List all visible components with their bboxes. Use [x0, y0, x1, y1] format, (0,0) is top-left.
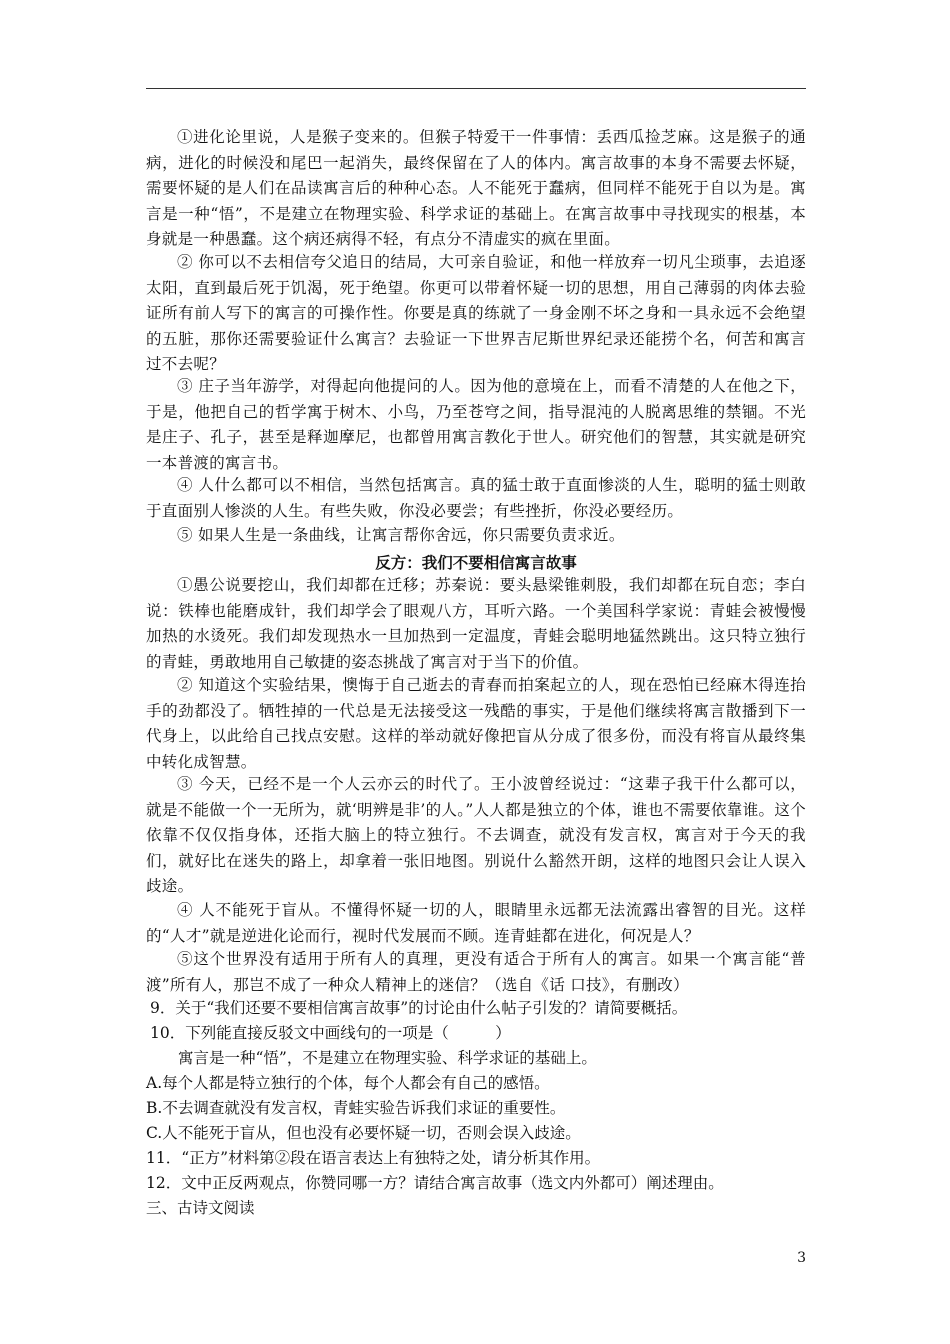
option-a: A.每个人都是特立独行的个体，每个人都会有自己的感悟。: [146, 1074, 550, 1092]
header-rule: [146, 88, 806, 89]
fan-paragraph-5: ⑤这个世界没有适用于所有人的真理，更没有适合于所有人的寓言。如果一个寓言能“普渡”所有人，那岂不成了一种众人精神上的迷信？（选自《话 口技》，有删改）: [146, 950, 806, 994]
question-12: 12．文中正反两观点，你赞同哪一方？请结合寓言故事（选文内外都可）阐述理由。: [146, 1174, 724, 1192]
question-10: 10．下列能直接反驳文中画线句的一项是（ ）: [150, 1024, 511, 1042]
section-3-heading: 三、古诗文阅读: [146, 1199, 255, 1217]
fan-paragraph-1: ①愚公说要挖山，我们却都在迁移；苏秦说：要头悬梁锥刺股，我们却都在玩自恋；李白说：铁棒也能磨成针，我们却学会了眼观八方，耳听六路。一个美国科学家说：青蛙会被慢慢加热的水烫死。我们却发现热水一旦加热到一定温度，青蛙会聪明地猛然跳出。这只特立独行的青蛙，勇敢地用自己敏捷的姿态挑战了寓言对于当下的价值。: [146, 576, 806, 671]
zheng-paragraph-4: ④ 人什么都可以不相信，当然包括寓言。真的猛士敢于直面惨淡的人生，聪明的猛士则敢于直面别人惨淡的人生。有些失败，你没必要尝；有些挫折，你没必要经历。: [146, 476, 806, 520]
zheng-paragraph-5: ⑤ 如果人生是一条曲线，让寓言帮你舍远，你只需要负责求近。: [177, 526, 625, 544]
zheng-paragraph-1: ①进化论里说，人是猴子变来的。但猴子特爱干一件事情：丢西瓜捡芝麻。这是猴子的通病，进化的时候没和尾巴一起消失，最终保留在了人的体内。寓言故事的本身不需要去怀疑，需要怀疑的是人们在品读寓言后的种种心态。人不能死于蠢病，但同样不能死于自以为是。寓言是一种“悟”，不是建立在物理实验、科学求证的基础上。在寓言故事中寻找现实的根基，本身就是一种愚蠢。这个病还病得不轻，有点分不清虚实的疯在里面。: [146, 128, 806, 248]
zheng-paragraph-2: ② 你可以不去相信夸父追日的结局，大可亲自验证，和他一样放弃一切凡尘琐事，去追逐太阳，直到最后死于饥渴，死于绝望。你更可以带着怀疑一切的思想，用自己薄弱的肉体去验证所有前人写下的寓言的可操作性。你要是真的练就了一身金刚不坏之身和一具永远不会绝望的五脏，那你还需要验证什么寓言？去验证一下世界吉尼斯世界纪录还能捞个名，何苦和寓言过不去呢？: [146, 253, 806, 373]
question-9: 9．关于“我们还要不要相信寓言故事”的讨论由什么帖子引发的？请简要概括。: [150, 999, 688, 1017]
zheng-paragraph-3: ③ 庄子当年游学，对得起向他提问的人。因为他的意境在上，而看不清楚的人在他之下，于是，他把自己的哲学寓于树木、小鸟，乃至苍穹之间，指导混沌的人脱离思维的禁锢。不光是庄子、孔子，甚至是释迦摩尼，也都曾用寓言教化于世人。研究他们的智慧，其实就是研究一本普渡的寓言书。: [146, 377, 806, 472]
option-b: B.不去调查就没有发言权，青蛙实验告诉我们求证的重要性。: [146, 1099, 566, 1117]
option-c: C.人不能死于盲从，但也没有必要怀疑一切，否则会误入歧途。: [146, 1124, 581, 1142]
question-10-quote: 寓言是一种“悟”，不是建立在物理实验、科学求证的基础上。: [178, 1049, 597, 1067]
fan-paragraph-3: ③ 今天，已经不是一个人云亦云的时代了。王小波曾经说过：“这辈子我干什么都可以，就是不能做一个一无所为，就‘明辨是非’的人。”人人都是独立的个体，谁也不需要依靠谁。这个依靠不仅仅指身体，还指大脑上的特立独行。不去调查，就没有发言权，寓言对于今天的我们，就好比在迷失的路上，却拿着一张旧地图。别说什么豁然开朗，这样的地图只会让人误入歧途。: [146, 775, 806, 895]
fan-paragraph-2: ② 知道这个实验结果，懊悔于自己逝去的青春而拍案起立的人，现在恐怕已经麻木得连抬手的劲都没了。牺牲掉的一代总是无法接受这一残酷的事实，于是他们继续将寓言散播到下一代身上，以此给自己找点安慰。这样的举动就好像把盲从分成了很多份，而没有将盲从最终集中转化成智慧。: [146, 676, 806, 771]
page-number: 3: [797, 1250, 806, 1266]
fan-heading: 反方：我们不要相信寓言故事: [375, 554, 577, 572]
fan-paragraph-4: ④ 人不能死于盲从。不懂得怀疑一切的人，眼睛里永远都无法流露出睿智的目光。这样的“人才”就是逆进化论而行，视时代发展而不顾。连青蛙都在进化，何况是人？: [146, 901, 806, 945]
question-11: 11．“正方”材料第②段在语言表达上有独特之处，请分析其作用。: [146, 1149, 601, 1167]
